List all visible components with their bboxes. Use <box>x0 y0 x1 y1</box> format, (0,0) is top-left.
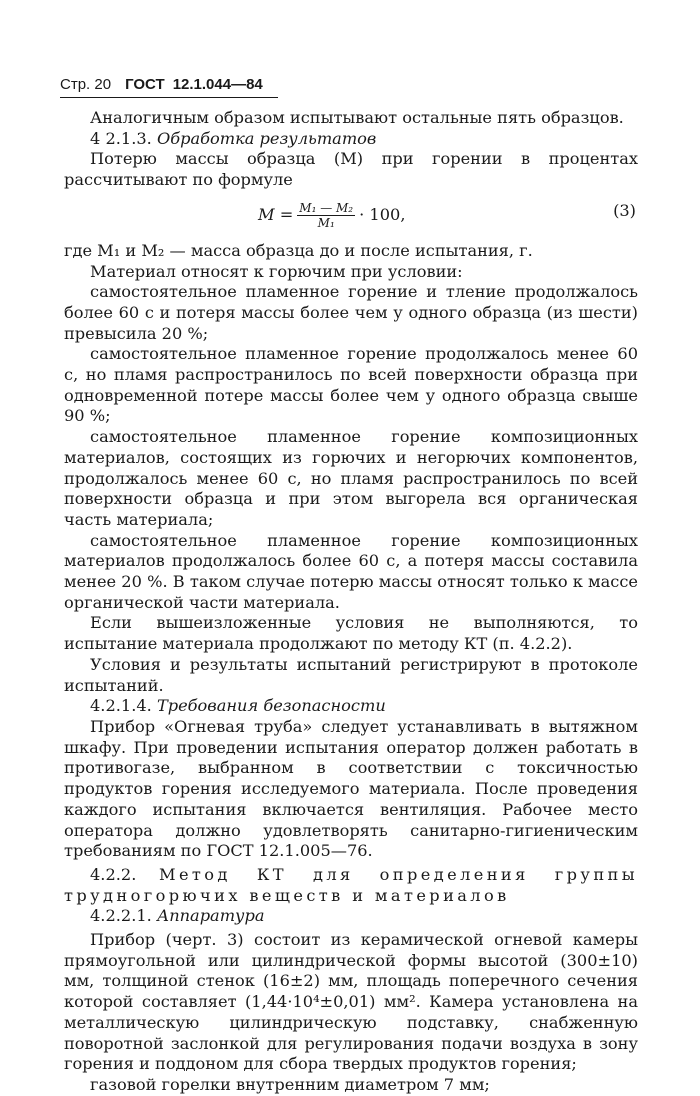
formula-lhs: M <box>258 204 275 224</box>
section-heading-4-2-2 <box>64 865 638 906</box>
document-body <box>64 108 638 1096</box>
formula-fraction <box>297 201 355 230</box>
list-item: самостоятельное пламенное горение композиционных материалов продолжалось более 60 с, а потеря массы составила менее 20 %. В таком случае потерю массы относят только к массе органической части материала. <box>64 530 638 612</box>
header-rule <box>60 97 278 98</box>
formula-denominator: M₁ <box>317 215 335 230</box>
formula-3 <box>64 193 638 237</box>
list-item: самостоятельное пламенное горение и тление продолжалось более 60 с и потеря массы более чем у одного образца (из шести) превысила 20 %; <box>64 282 638 343</box>
paragraph: Прибор (черт. 3) состоит из керамической огневой камеры прямоугольной или цилиндрической формы высотой (300±10) мм, толщиной стенок (16±2) мм, площадь поперечного сечения которой составляет (1,44·10⁴±0,01) мм². Камера установлена на металлическую цилиндрическую подставку, снабженную поворотной заслонкой для регулирования подачи воздуха в зону горения и поддоном для сбора твердых продуктов горения; <box>64 930 638 1074</box>
page-number: Стр. 20 <box>60 76 112 93</box>
formula-tail: · 100, <box>359 204 406 224</box>
section-number: 4.2.2.1. <box>90 906 157 926</box>
section-title: Требования безопасности <box>156 696 386 716</box>
paragraph: Потерю массы образца (M) при горении в процентах рассчитывают по формуле <box>64 149 638 190</box>
page-header <box>60 76 263 93</box>
list-item: самостоятельное пламенное горение композиционных материалов, состоящих из горючих и негорючих компонентов, продолжалось менее 60 с, но пламя распространилось по всей поверхности образца и при этом выгорела вся органическая часть материала; <box>64 427 638 529</box>
formula-number: (3) <box>613 200 636 220</box>
list-item: газовой горелки внутренним диаметром 7 мм; <box>90 1074 490 1094</box>
list-item: самостоятельное пламенное горение продолжалось менее 60 с, но пламя распространилось по всей поверхности образца при одновременной потере массы более чем у одного образца свыше 90 %; <box>64 344 638 426</box>
standard-label: ГОСТ <box>125 76 165 93</box>
section-number: 4.2.1.4. <box>90 696 157 716</box>
paragraph: Если вышеизложенные условия не выполняются, то испытание материала продолжают по методу КТ (п. 4.2.2). <box>64 613 638 654</box>
section-number: 4 2.1.3. <box>90 128 157 148</box>
paragraph: Условия и результаты испытаний регистрируют в протоколе испытаний. <box>64 654 638 695</box>
section-number: 4.2.2. <box>90 864 159 884</box>
section-title: Аппаратура <box>156 906 265 926</box>
paragraph: Материал относят к горючим при условии: <box>90 261 463 281</box>
section-title: Обработка результатов <box>156 128 377 148</box>
standard-number: 12.1.044—84 <box>172 76 263 93</box>
formula-equals: = <box>274 204 294 224</box>
formula-numerator: M₁ — M₂ <box>299 200 354 215</box>
section-title: Метод КТ для определения группы трудногорючих веществ и материалов <box>64 864 638 905</box>
section-heading-4-2-1-4 <box>64 696 638 717</box>
formula-expression <box>258 201 405 230</box>
section-heading-4-2-1-3 <box>64 129 638 150</box>
paragraph: где M₁ и M₂ — масса образца до и после испытания, г. <box>64 240 533 260</box>
section-heading-4-2-2-1 <box>64 906 638 927</box>
paragraph: Аналогичным образом испытывают остальные пять образцов. <box>90 108 624 127</box>
paragraph: Прибор «Огневая труба» следует устанавливать в вытяжном шкафу. При проведении испытания оператор должен работать в противогазе, выбранном в соответствии с токсичностью продуктов горения исследуемого материала. После проведения каждого испытания включается вентиляция. Рабочее место оператора должно удовлетворять санитарно-гигиеническим требованиям по ГОСТ 12.1.005—76. <box>64 716 638 861</box>
